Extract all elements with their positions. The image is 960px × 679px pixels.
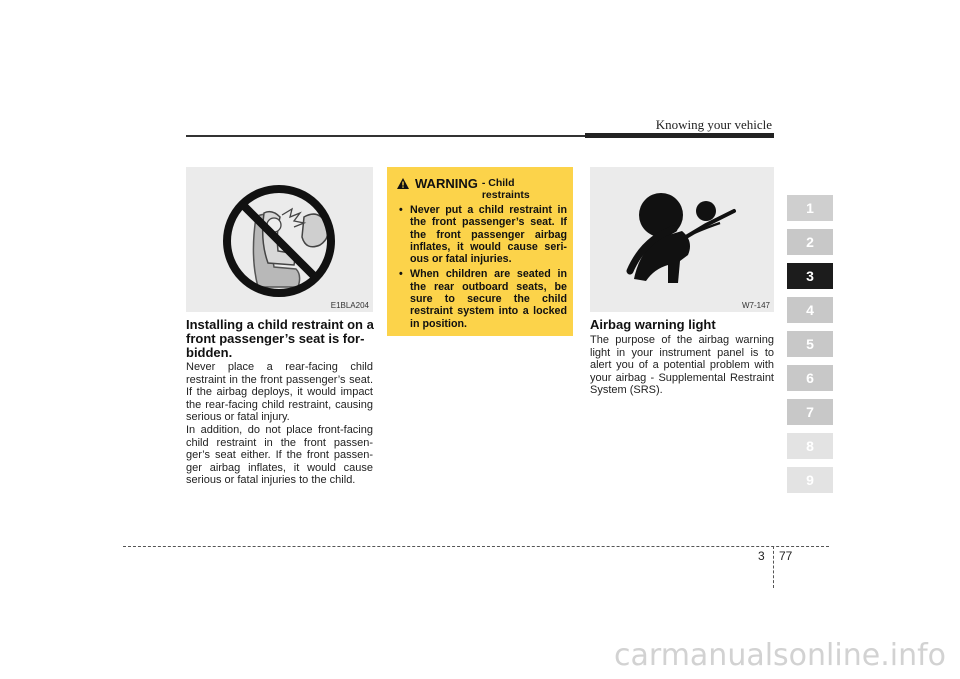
section-title-airbag-light: Airbag warning light [590, 317, 716, 332]
footer-divider [773, 546, 774, 588]
child-seat-illustration [186, 167, 373, 312]
paragraph-airbag-light: The purpose of the airbag warning light in your instrument panel is to alert you of a potential problem with your airbag - Supplemental Restraint System (SRS). [590, 334, 774, 396]
warning-list [399, 204, 567, 333]
chapter-tab-4[interactable]: 4 [787, 297, 833, 323]
section-title-child-restraint: Installing a child restraint on a front passenger’s seat is for- bidden. [186, 317, 374, 360]
warning-item: • Never put a child restraint in the front passenger’s seat. If the front passenger airbag inflates, it would cause seri- ous or fatal injuries. [399, 204, 567, 265]
chapter-tabs [787, 195, 833, 501]
chapter-tab-9[interactable]: 9 [787, 467, 833, 493]
paragraph-rear-facing: Never place a rear-facing child restraint in the front passenger’s seat. If the airbag deploys, it would impact the rear-facing child restraint, causing serious or fatal injury. [186, 361, 373, 423]
footer-rule [123, 546, 829, 547]
chapter-tab-2[interactable]: 2 [787, 229, 833, 255]
airbag-warning-icon [590, 167, 774, 312]
chapter-tab-3[interactable]: 3 [787, 263, 833, 289]
image-caption: W7-147 [741, 301, 770, 310]
warning-heading [397, 176, 560, 201]
header-rule-accent [585, 133, 774, 138]
chapter-tab-1[interactable]: 1 [787, 195, 833, 221]
warning-title: WARNING [415, 176, 478, 191]
chapter-tab-6[interactable]: 6 [787, 365, 833, 391]
footer-page-number: 77 [779, 549, 793, 563]
warning-triangle-icon [397, 178, 409, 189]
airbag-light-illustration [590, 167, 774, 312]
no-child-seat-icon [186, 167, 373, 312]
warning-subtitle: - Child restraints [481, 177, 530, 201]
watermark: carmanualsonline.info [614, 638, 946, 673]
warning-box [387, 167, 573, 336]
chapter-tab-8[interactable]: 8 [787, 433, 833, 459]
footer-chapter-number: 3 [758, 549, 765, 563]
warning-item: • When children are seated in the rear outboard seats, be sure to secure the child restraint system into a locked in position. [399, 268, 567, 329]
chapter-tab-5[interactable]: 5 [787, 331, 833, 357]
image-caption: E1BLA204 [330, 301, 369, 310]
chapter-tab-7[interactable]: 7 [787, 399, 833, 425]
running-header: Knowing your vehicle [655, 117, 772, 132]
paragraph-front-facing: In addition, do not place front-facing child restraint in the front passen- ger’s seat either. If the front passen- ger airbag inflates, it would cause serious or fatal injuries to the child. [186, 424, 373, 486]
